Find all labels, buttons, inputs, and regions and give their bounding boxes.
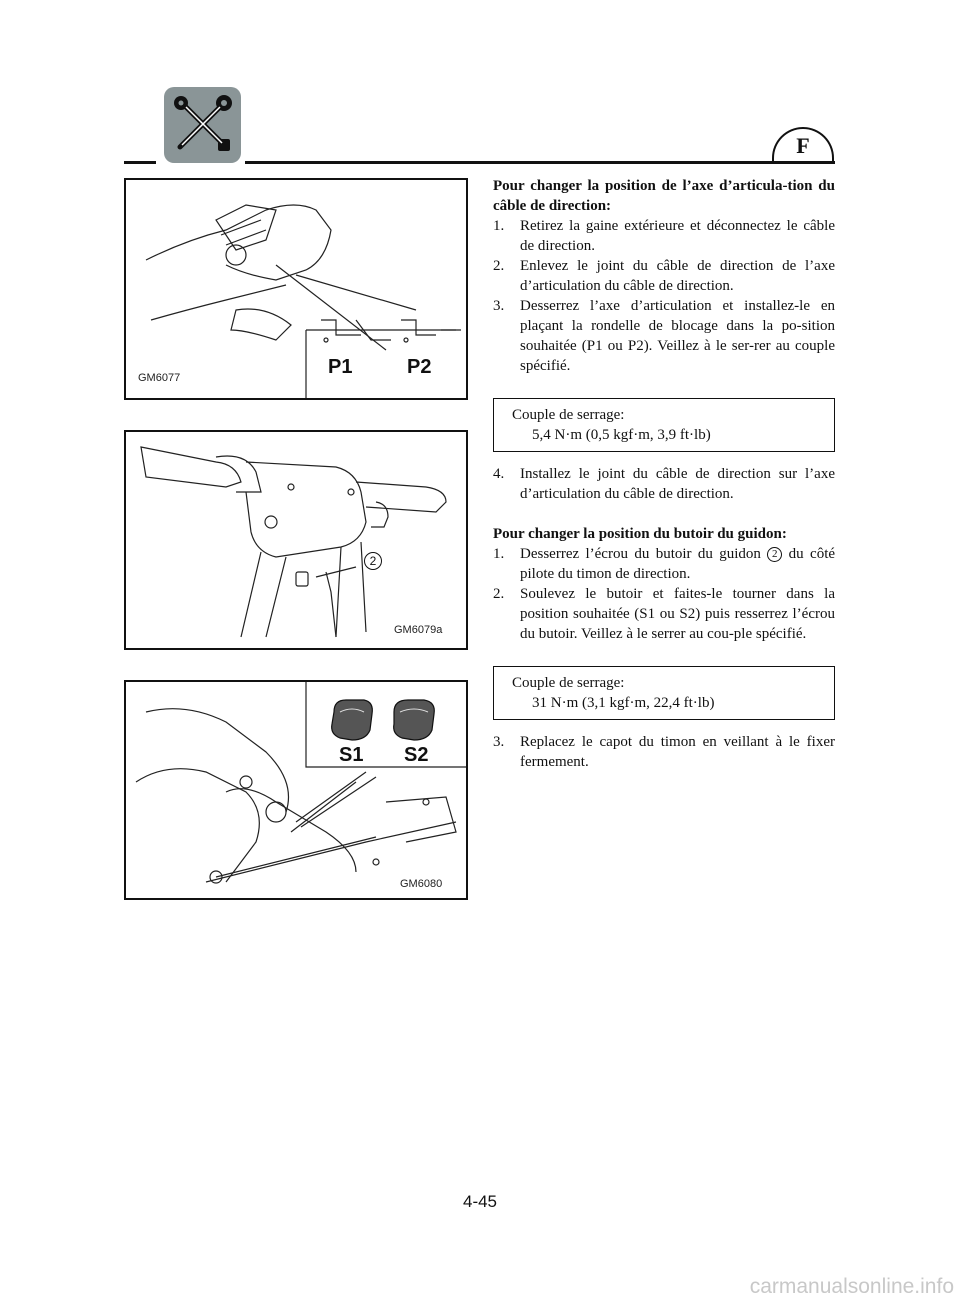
spec-label: Couple de serrage:	[512, 407, 625, 423]
figure-handlebar-illustration	[126, 432, 466, 648]
list-item: 3. Replacez le capot du timon en veillant à le fixer fermement.	[493, 734, 835, 770]
spec-label: Couple de serrage:	[512, 675, 625, 691]
list-item: 4. Installez le joint du câble de direction sur l’axe d’articulation du câble de direction.	[493, 466, 835, 502]
figure-code: GM6080	[400, 878, 443, 890]
label-p1: P1	[328, 356, 353, 378]
callout-ref-2: 2	[767, 547, 782, 562]
header-rule-left	[124, 161, 156, 164]
page-number: 4-45	[462, 1192, 498, 1211]
list-item: 2. Enlevez le joint du câble de direction de l’axe d’articulation du câble de direction.	[493, 258, 835, 294]
language-badge: F	[772, 127, 834, 161]
label-s2: S2	[404, 744, 429, 766]
watermark: carmanualsonline.info	[749, 1275, 954, 1298]
instructions-column	[493, 176, 835, 772]
figure-code: GM6077	[138, 372, 181, 384]
figure-cable-pivot	[124, 178, 468, 400]
list-item: 1. Desserrez l’écrou du butoir du guidon 2 du côté pilote du timon de direction.	[493, 546, 836, 582]
callout-2: 2	[364, 552, 382, 570]
figure-handlebar-stopper	[124, 430, 468, 650]
figure-code: GM6079a	[394, 624, 443, 636]
list-item: 2. Soulevez le butoir et faites-le tourner dans la position souhaitée (S1 ou S2) puis resserrez l’écrou du butoir. Veillez à le serrer au cou-ple spécifié.	[493, 586, 835, 642]
figure-stopper-illustration	[126, 682, 466, 898]
spec-value: 5,4 N·m (0,5 kgf·m, 3,9 ft·lb)	[532, 427, 711, 443]
figure-stopper-positions	[124, 680, 468, 900]
torque-spec-box	[493, 398, 835, 452]
torque-spec-box	[493, 666, 835, 720]
label-s1: S1	[339, 744, 364, 766]
header-rule-right	[245, 161, 835, 164]
section-heading-stopper: Pour changer la position du butoir du guidon:	[493, 526, 787, 542]
section-heading-cable-pivot: Pour changer la position de l’axe d’articula-tion du câble de direction:	[493, 178, 835, 214]
list-item: 1. Retirez la gaine extérieure et déconnectez le câble de direction.	[493, 218, 835, 254]
tools-icon	[164, 87, 241, 163]
list-item: 3. Desserrez l’axe d’articulation et installez-le en plaçant la rondelle de blocage dans la po-sition souhaitée (P1 ou P2). Veillez à le ser-rer au couple spécifié.	[493, 298, 835, 374]
label-p2: P2	[407, 356, 432, 378]
spec-value: 31 N·m (3,1 kgf·m, 22,4 ft·lb)	[532, 695, 715, 711]
